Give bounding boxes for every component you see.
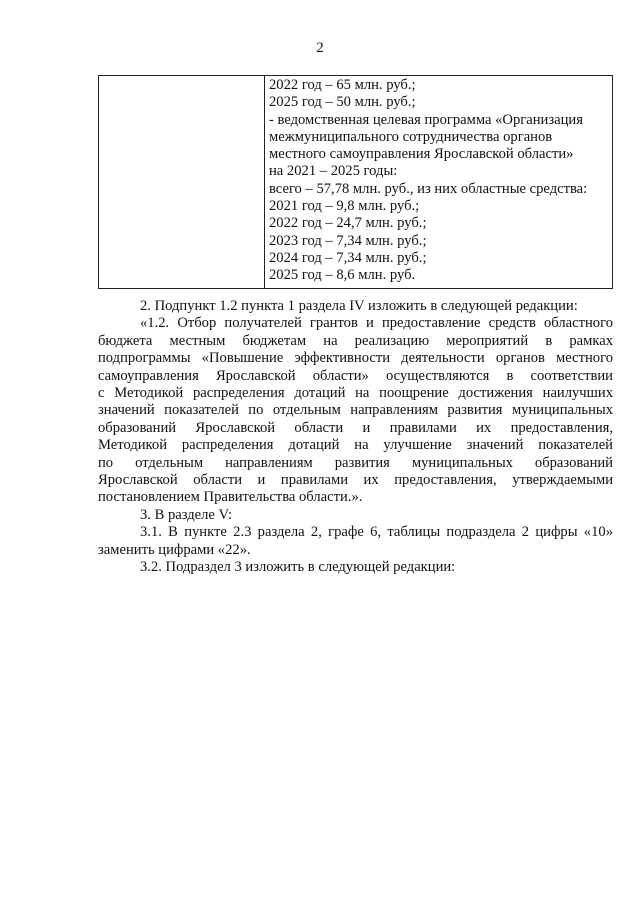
- paragraph-3-1-line: 3.1. В пункте 2.3 раздела 2, графе 6, таблицы подраздела 2 цифры «10»: [140, 524, 613, 541]
- quote-line: образований Ярославской области и правилами их предоставления,: [98, 419, 613, 436]
- table-line: - ведомственная целевая программа «Организация: [269, 111, 583, 128]
- table-line: всего – 57,78 млн. руб., из них областные средства:: [269, 180, 588, 197]
- document-body: [98, 298, 613, 577]
- quote-line: «1.2. Отбор получателей грантов и предоставление средств областного: [140, 315, 613, 332]
- quote-line: Ярославской области и правилами их предоставления, утверждаемыми: [98, 472, 613, 489]
- table-line: межмуниципального сотрудничества органов: [269, 128, 553, 145]
- quote-line: постановлением Правительства области.».: [98, 489, 363, 506]
- table-line: 2025 год – 8,6 млн. руб.: [269, 267, 416, 284]
- quote-line: с Методикой распределения дотаций на поощрение достижения наилучших: [98, 385, 613, 402]
- table-line: 2022 год – 24,7 млн. руб.;: [269, 215, 427, 232]
- paragraph-2-intro: 2. Подпункт 1.2 пункта 1 раздела IV изложить в следующей редакции:: [140, 298, 578, 314]
- table-line: местного самоуправления Ярославской области»: [269, 146, 574, 163]
- table-line: 2025 год – 50 млн. руб.;: [269, 94, 416, 111]
- paragraph-3-1: [98, 524, 613, 559]
- table-line: на 2021 – 2025 годы:: [269, 163, 398, 180]
- table-line: 2023 год – 7,34 млн. руб.;: [269, 232, 427, 249]
- paragraph-3: 3. В разделе V:: [140, 506, 233, 523]
- table-line: 2021 год – 9,8 млн. руб.;: [269, 198, 420, 215]
- quote-line: подпрограммы «Повышение эффективности деятельности органов местного: [98, 350, 613, 367]
- quote-line: самоуправления Ярославской области» осуществляются в соответствии: [98, 367, 613, 384]
- table-line: 2022 год – 65 млн. руб.;: [269, 77, 416, 93]
- quote-line: значений показателей по отдельным направлениям развития муниципальных: [98, 402, 613, 419]
- page-number: 2: [316, 40, 324, 56]
- paragraph-3-1-line: заменить цифрами «22».: [98, 541, 251, 558]
- quote-line: по отдельным направлениям развития муниципальных образований: [98, 454, 613, 471]
- funding-table: [98, 75, 613, 289]
- table-right-cell: [265, 76, 613, 289]
- paragraph-3-2: 3.2. Подраздел 3 изложить в следующей редакции:: [140, 559, 456, 576]
- paragraph-1-2-quote: [98, 315, 613, 506]
- quote-line: бюджета местным бюджетам на реализацию мероприятий в рамках: [98, 332, 613, 349]
- table-line: 2024 год – 7,34 млн. руб.;: [269, 249, 427, 266]
- table-left-cell: [99, 76, 265, 289]
- quote-line: Методикой распределения дотаций на улучшение значений показателей: [98, 437, 613, 454]
